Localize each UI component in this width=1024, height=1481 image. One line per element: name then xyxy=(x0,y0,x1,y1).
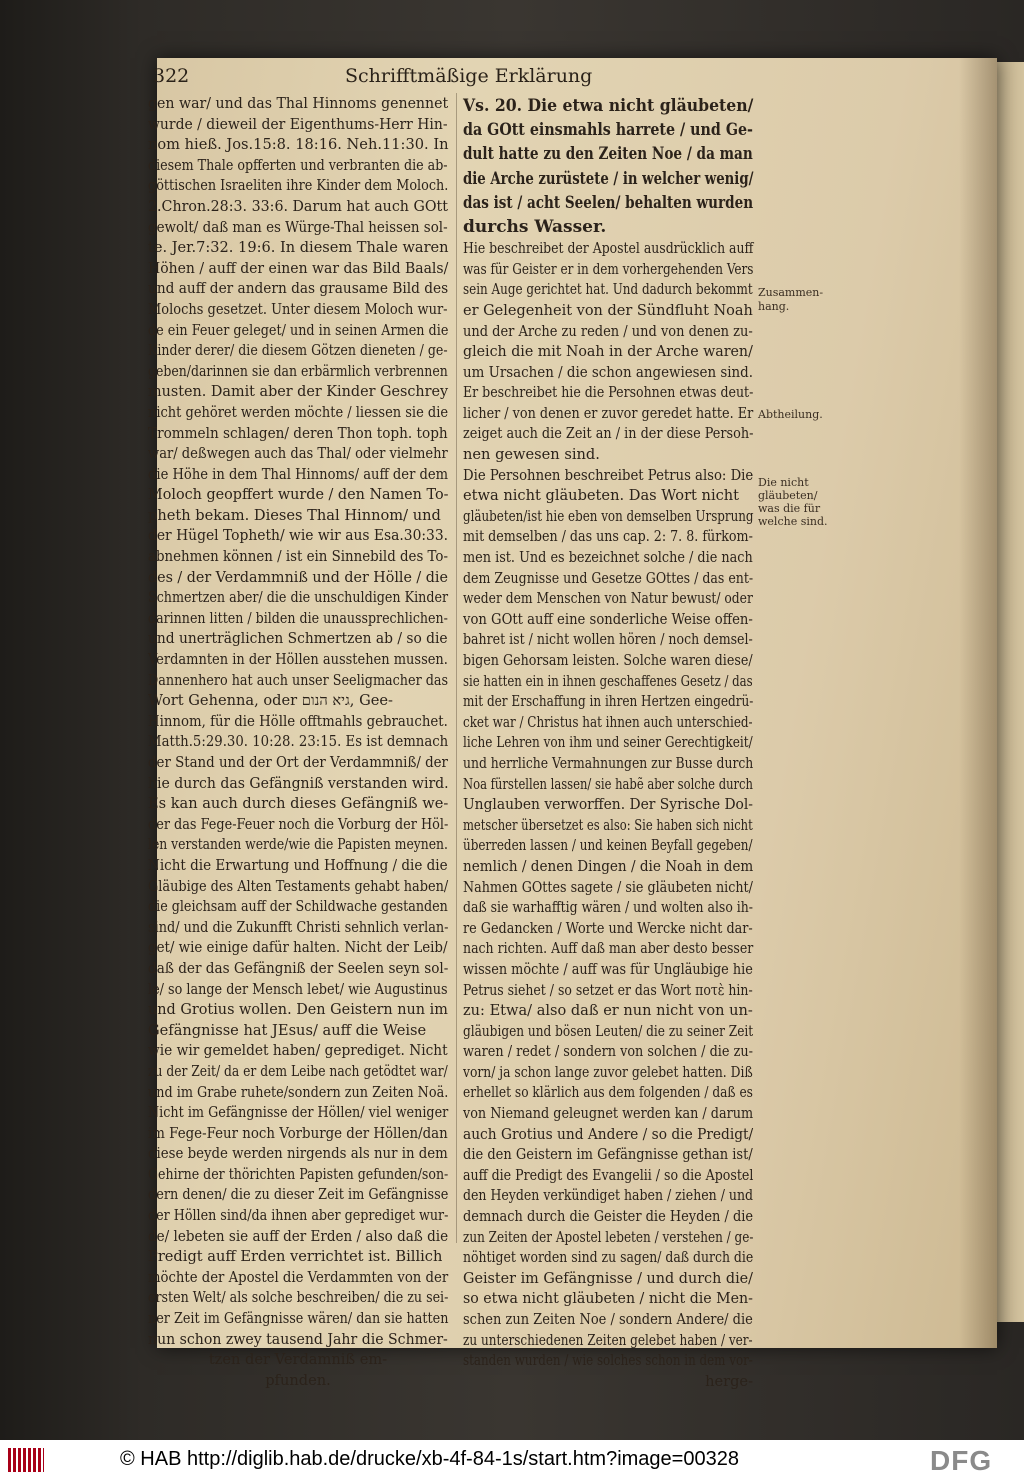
text-line: gläubigen und bösen Leuten/ die zu seiner Zeit xyxy=(463,1022,754,1040)
text-line: nom hieß. Jos.15:8. 18:16. Neh.11:30. In xyxy=(148,136,449,154)
text-line: Verdamnten in der Höllen ausstehen mussen. xyxy=(148,651,448,669)
text-line: der Hügel Topheth/ wie wir aus Esa.30:33. xyxy=(148,527,449,545)
text-line: Gläubige des Alten Testaments gehabt haben/ xyxy=(148,877,449,895)
text-line: von Niemand geleugnet werden kan / darum xyxy=(463,1105,754,1123)
text-line: Wort Gehenna, oder גיא הנום, Gee- xyxy=(148,692,393,710)
text-line: re Gedancken / Worte und Wercke nicht dar- xyxy=(463,919,753,937)
text-line: zu der Zeit/ da er dem Leibe nach getödtet war/ xyxy=(148,1062,448,1080)
text-line: die Höhe in dem Thal Hinnoms/ auff der dem xyxy=(148,465,449,483)
text-line: hie durch das Gefängniß verstanden wird. xyxy=(148,774,449,792)
text-line: und im Grabe ruhete/sondern zun Zeiten Noä. xyxy=(148,1083,449,1101)
text-line: Höhen / auff der einen war das Bild Baals/ xyxy=(148,259,449,277)
text-line: diese beyde werden nirgends als nur in dem xyxy=(148,1145,448,1163)
text-line: die den Geistern im Gefängnisse gethan ist/ xyxy=(463,1146,753,1164)
text-line: Matth.5:29.30. 10:28. 23:15. Es ist demnach xyxy=(148,733,449,751)
verse-heading xyxy=(463,94,753,239)
text-line: pfunden. xyxy=(265,1371,331,1389)
verse-heading-line: Vs. 20. Die etwa nicht gläubeten/ xyxy=(463,96,754,116)
text-line: Nahmen GOttes sagete / sie gläubeten nicht/ xyxy=(463,878,753,896)
text-line: was für Geister er in dem vorhergehenden Vers xyxy=(463,260,754,278)
text-line: sie hatten ein in ihnen geschaffenes Gesetz / das xyxy=(463,672,753,690)
verse-heading-line: dult hatte zu den Zeiten Noe / da man xyxy=(463,144,753,165)
text-line: metscher übersetzet es also: Sie haben sich nicht xyxy=(463,816,753,834)
footer-credit-link[interactable]: © HAB http://diglib.hab.de/drucke/xb-4f-84-1s/start.htm?image=00328 xyxy=(120,1448,739,1470)
text-line: herge- xyxy=(705,1372,753,1390)
text-line: der Höllen sind/da ihnen aber geprediget wur- xyxy=(148,1207,449,1225)
text-line: de/ lebeten sie auff der Erden / also daß die xyxy=(148,1227,449,1245)
text-line: waren / redet / sondern von solchen / die zu- xyxy=(463,1043,753,1061)
dfg-logo: DFG xyxy=(930,1445,993,1476)
text-line: diesem Thale opfferten und verbranten die ab- xyxy=(148,156,448,174)
hab-logo-icon xyxy=(8,1448,44,1472)
text-line: demnach durch die Geister die Heyden / die xyxy=(463,1208,754,1226)
page-number: 322 xyxy=(153,65,190,87)
text-line: er Gelegenheit von der Sündfluht Noah xyxy=(463,301,753,319)
text-line: de ein Feuer geleget/ und in seinen Armen die xyxy=(148,321,449,339)
text-line: Geister im Gefängnisse / und durch die/ xyxy=(463,1269,753,1287)
text-line: nen gewesen sind. xyxy=(463,446,600,464)
footer-bar xyxy=(0,1440,1024,1481)
text-line: nemlich / denen Dingen / die Noah in dem xyxy=(463,857,754,875)
text-line: im Fege-Feur noch Vorburge der Höllen/dan xyxy=(148,1124,448,1142)
text-line: erhellet so klärlich aus dem folgenden / daß es xyxy=(463,1084,753,1102)
text-line: Gefängnisse hat JEsus/ auff die Weise xyxy=(148,1021,427,1039)
text-line: gläubeten/ist hie eben von demselben Ursprung xyxy=(463,507,754,525)
text-line: Dannenhero hat auch unser Seeligmacher das xyxy=(148,671,449,689)
text-line: dern denen/ die zu dieser Zeit im Gefängnisse xyxy=(148,1186,449,1204)
text-line: sind/ und die Zukunfft Christi sehnlich verlan- xyxy=(148,918,449,936)
text-line: und herrliche Vermahnungen zur Busse durch xyxy=(463,754,754,772)
text-line: 2.Chron.28:3. 33:6. Darum hat auch GOtt xyxy=(148,197,448,215)
text-line: men ist. Und es bezeichnet solche / die nach xyxy=(463,549,753,567)
text-line: ersten Welt/ als solche beschreiben/ die zu sei- xyxy=(148,1289,449,1307)
text-line: Es kan auch durch dieses Gefängniß we- xyxy=(148,795,449,813)
text-line: darinnen litten / bilden die unaussprechlichen- xyxy=(148,609,448,627)
text-line: bahret ist / nicht wollen hören / noch demsel- xyxy=(463,631,753,649)
text-line: Kinder derer/ die diesem Götzen dieneten / ge- xyxy=(148,342,448,360)
text-line: zu unterschiedenen Zeiten gelebet haben / ver- xyxy=(463,1331,753,1349)
text-line: Gehirne der thörichten Papisten gefunden/son- xyxy=(148,1165,449,1183)
margin-note-abtheilung: Abtheilung. xyxy=(758,408,823,421)
text-line: der das Fege-Feuer noch die Vorburg der Höl- xyxy=(148,815,449,833)
text-line: und Grotius wollen. Den Geistern nun im xyxy=(148,1001,448,1019)
text-line: und unerträglichen Schmertzen ab / so die xyxy=(148,630,448,648)
text-line: Die Persohnen beschreibet Petrus also: Die xyxy=(463,466,754,484)
text-line: zeiget auch die Zeit an / in der diese Persoh- xyxy=(463,425,754,443)
text-line: zu: Etwa/ also daß er nun nicht von un- xyxy=(463,1002,753,1020)
text-line: nöhtiget worden sind zu sagen/ daß durch die xyxy=(463,1249,754,1267)
right-text-column xyxy=(463,94,753,1392)
margin-note-glaeubige-4: welche sind. xyxy=(758,515,828,528)
text-line: war/ deßwegen auch das Thal/ oder vielmehr xyxy=(148,445,448,463)
text-line: Hinnom, für die Hölle offtmahls gebrauchet. xyxy=(148,712,448,730)
text-line: Schmertzen aber/ die die unschuldigen Kinder xyxy=(148,589,449,607)
text-line: liche Lehren von ihm und seiner Gerechtigkeit/ xyxy=(463,734,753,752)
text-line: get/ wie einige dafür halten. Nicht der Leib/ xyxy=(148,939,448,957)
verse-heading-line: da GOtt einsmahls harrete / und Ge- xyxy=(463,120,753,141)
commentary-body xyxy=(463,239,753,1392)
text-line: und der Arche zu reden / und von denen zu- xyxy=(463,322,753,340)
text-line: Moloch geopffert wurde / den Namen To- xyxy=(148,486,449,504)
text-line: licher / von denen er zuvor geredet hatte. Er xyxy=(463,404,754,422)
page-gutter-shadow xyxy=(959,58,997,1348)
text-line: schen zun Zeiten Noe / sondern Andere/ die xyxy=(463,1311,753,1328)
margin-note-glaeubige-2: gläubeten/ xyxy=(758,489,818,502)
text-line: möchte der Apostel die Verdammten von der xyxy=(148,1268,449,1286)
text-line: Nicht die Erwartung und Hoffnung / die die xyxy=(148,856,448,874)
text-line: des / der Verdammniß und der Hölle / die xyxy=(148,568,448,586)
text-line: wie wir gemeldet haben/ geprediget. Nicht xyxy=(148,1042,448,1060)
left-text-column xyxy=(148,94,448,1391)
text-line: musten. Damit aber der Kinder Geschrey xyxy=(148,383,449,401)
text-line: und auff der andern das grausame Bild des xyxy=(148,280,449,298)
margin-note-zusammenhang-1: Zusammen- xyxy=(758,286,824,299)
text-line: wurde / dieweil der Eigenthums-Herr Hin- xyxy=(148,115,448,133)
text-line: Predigt auff Erden verrichtet ist. Billich xyxy=(148,1248,443,1266)
text-line: standen wurden / wie solches schon in dem vor- xyxy=(463,1352,753,1370)
text-line: Nicht im Gefängnisse der Höllen/ viel weniger xyxy=(148,1104,449,1122)
margin-note-glaeubige-1: Die nicht xyxy=(758,476,809,489)
text-line: von GOtt auff eine sonderliche Weise offen- xyxy=(463,610,753,628)
text-line: te. Jer.7:32. 19:6. In diesem Thale waren xyxy=(148,239,449,257)
text-line: daß sie warhafftig wären / und wolten also ih- xyxy=(463,899,753,917)
text-line: dem Zeugnisse und Gesetze GOttes / das ent- xyxy=(463,569,754,587)
text-line: überreden lassen / und keinen Beyfall gegeben/ xyxy=(463,837,753,855)
text-line: auff die Predigt des Evangelii / so die Apostel xyxy=(463,1166,754,1184)
text-line: Unglauben verworffen. Der Syrische Dol- xyxy=(463,796,753,814)
text-line: auch Grotius und Andere / so die Predigt/ xyxy=(463,1125,754,1143)
text-line: Hie beschreibet der Apostel ausdrücklich auff xyxy=(463,240,754,258)
column-rule xyxy=(456,93,457,1243)
text-line: tzen der Verdamniß em- xyxy=(208,1351,388,1369)
text-line: die gleichsam auff der Schildwache gestanden xyxy=(148,898,448,916)
verse-heading-line: das ist / acht Seelen/ behalten wurden xyxy=(463,192,754,213)
text-line: der Stand und der Ort der Verdammniß/ der xyxy=(148,754,448,771)
text-line: len verstanden werde/wie die Papisten meynen. xyxy=(148,836,448,854)
margin-note-glaeubige-3: was die für xyxy=(758,502,821,515)
text-line: um Ursachen / die schon angewiesen sind. xyxy=(463,363,753,381)
text-line: den Heyden verkündiget haben / ziehen / und xyxy=(463,1187,754,1205)
text-line: Er beschreibet hie die Persohnen etwas deut- xyxy=(463,384,754,402)
text-line: gewolt/ daß man es Würge-Thal heissen sol- xyxy=(148,218,448,236)
text-line: gen war/ und das Thal Hinnoms genennet xyxy=(148,95,449,112)
text-line: göttischen Israeliten ihre Kinder dem Moloch. xyxy=(148,177,449,195)
text-line: weder dem Menschen von Natur bewust/ oder xyxy=(463,590,753,608)
margin-note-zusammenhang-2: hang. xyxy=(758,300,790,313)
text-line: ner Zeit im Gefängnisse wären/ dan sie hatten xyxy=(148,1310,449,1328)
text-line: daß der das Gefängniß der Seelen seyn sol- xyxy=(148,959,449,977)
text-line: so etwa nicht gläubeten / nicht die Men- xyxy=(463,1290,753,1308)
text-line: pheth bekam. Dieses Thal Hinnom/ und xyxy=(148,506,441,524)
text-line: Molochs gesetzet. Unter diesem Moloch wur- xyxy=(148,300,448,318)
verse-heading-line: die Arche zurüstete / in welcher wenig/ xyxy=(463,168,754,189)
text-line: etwa nicht gläubeten. Das Wort nicht xyxy=(463,487,740,505)
text-line: zun Zeiten der Apostel lebeten / verstehen / ge- xyxy=(463,1228,754,1246)
text-line: wissen möchte / auff was für Ungläubige hie xyxy=(463,960,753,978)
text-line: Petrus siehet / so setzet er das Wort ποτὲ hin- xyxy=(463,981,753,999)
running-title: Schrifftmäßige Erklärung xyxy=(345,65,593,87)
text-line: nun schon zwey tausend Jahr die Schmer- xyxy=(148,1330,448,1348)
verse-heading-line: durchs Wasser. xyxy=(463,216,607,237)
text-line: geben/darinnen sie dan erbärmlich verbrennen xyxy=(148,362,448,380)
text-line: gleich die mit Noah in der Arche waren/ xyxy=(463,343,753,361)
adjacent-leaf-edge xyxy=(995,62,1024,1322)
text-line: sein Auge gerichtet hat. Und dadurch bekommt xyxy=(463,281,753,299)
text-line: mit der Erschaffung in ihren Hertzen eingedrü- xyxy=(463,693,754,711)
text-line: Trommeln schlagen/ deren Thon toph. toph xyxy=(148,424,448,442)
text-line: nach richten. Auff daß man aber desto besser xyxy=(463,940,754,958)
text-line: le/ so lange der Mensch lebet/ wie Augustinus xyxy=(148,980,448,998)
text-line: mit demselben / das uns cap. 2: 7. 8. fürkom- xyxy=(463,528,753,546)
text-line: bigen Gehorsam leisten. Solche waren diese/ xyxy=(463,652,753,669)
text-line: nicht gehöret werden möchte / liessen sie die xyxy=(148,403,449,421)
text-line: cket war / Christus hat ihnen auch unterschied- xyxy=(463,713,753,731)
text-line: vorn/ ja schon lange zuvor gelebet hatten. Diß xyxy=(463,1063,753,1081)
text-line: Noa fürstellen lassen/ sie habẽ aber solche durch xyxy=(463,775,753,793)
text-line: abnehmen können / ist ein Sinnebild des To- xyxy=(148,548,448,566)
